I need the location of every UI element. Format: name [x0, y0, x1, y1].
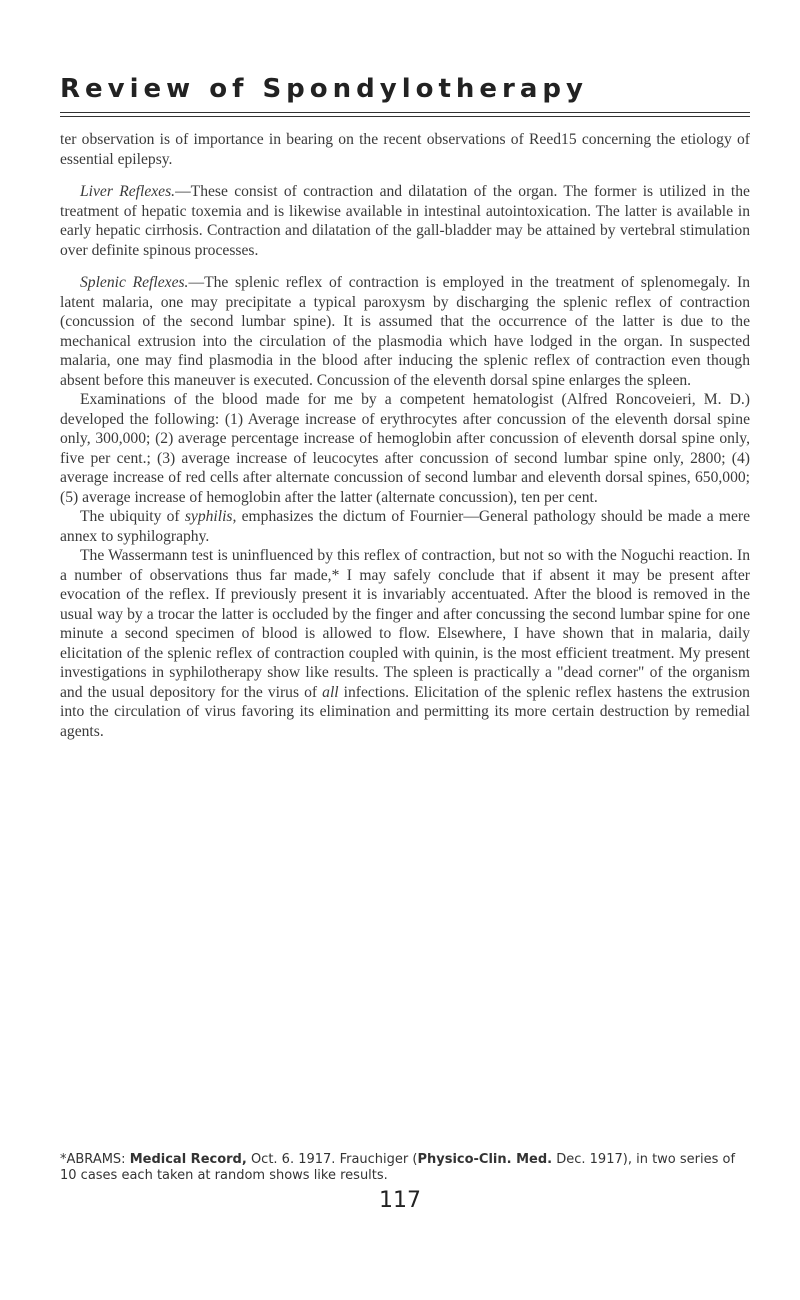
- body-text: [60, 130, 750, 741]
- paragraph-splenic-reflexes: Splenic Reflexes.—The splenic reflex of contraction is employed in the treatment of splenomegaly. In latent malaria, one may precipitate a typical paroxysm by discharging the splenic reflex of contraction (concussion of the second lumbar spine). It is assumed that the occurrence of the latter is due to the mechanical extrusion into the circulation of the plasmodia which have lodged in the organ. In suspected malaria, one may find plasmodia in the blood after inducing the splenic reflex of contraction even though absent before this maneuver is executed. Concussion of the eleventh dorsal spine enlarges the spleen.: [60, 274, 750, 389]
- running-title: Review of Spondylotherapy: [60, 74, 588, 104]
- header-rule-top: [60, 112, 750, 113]
- page-header: [60, 72, 750, 122]
- section-heading-liver: Liver Reflexes.: [80, 183, 176, 200]
- page-number: 117: [379, 1188, 421, 1213]
- paragraph-blood-examinations: Examinations of the blood made for me by a competent hematologist (Alfred Roncoveieri, M. D.) developed the following: (1) Average increase of erythrocytes after concussion of the eleventh dorsal spine only, 300,000; (2) average percentage increase of hemoglobin after concussion of eleventh dorsal spine only, five per cent.; (3) average increase of leucocytes after concussion of second lumbar spine only, 2800; (4) average increase of red cells after alternate concussion of second lumbar and eleventh dorsal spines, 650,000; (5) average increase of hemoglobin after the latter (alternate concussion), ten per cent.: [60, 391, 750, 506]
- header-rule-bottom: [60, 116, 750, 117]
- paragraph-wassermann: The Wassermann test is uninfluenced by this reflex of contraction, but not so with the Noguchi reaction. In a number of observations thus far made,* I may safely conclude that if absent it may be present after evocation of the reflex. If previously present it is invariably accentuated. After the blood is removed in the usual way by a trocar the latter is occluded by the finger and after concussing the second lumbar spine for one minute a second specimen of blood is allowed to flow. Elsewhere, I have shown that in malaria, daily elicitation of the splenic reflex of contraction coupled with quinin, is the most efficient treatment. My present investigations in syphilotherapy show like results. The spleen is practically a "dead corner" of the organism and the usual depository for the virus of all infections. Elicitation of the splenic reflex hastens the extrusion into the circulation of virus favoring its elimination and permitting its more certain destruction by remedial agents.: [60, 547, 750, 740]
- footnote: *ABRAMS: Medical Record, Oct. 6. 1917. Frauchiger (Physico-Clin. Med. Dec. 1917), in two series of 10 cases each taken at random shows like results.: [60, 1152, 736, 1183]
- paragraph-continuation: ter observation is of importance in bearing on the recent observations of Reed15 concerning the etiology of essential epilepsy.: [60, 131, 750, 168]
- section-heading-splenic: Splenic Reflexes.: [80, 274, 189, 291]
- paragraph-syphilis: The ubiquity of syphilis, emphasizes the dictum of Fournier—General pathology should be made a mere annex to syphilography.: [60, 508, 750, 545]
- paragraph-liver-reflexes: Liver Reflexes.—These consist of contraction and dilatation of the organ. The former is utilized in the treatment of hepatic toxemia and is likewise available in intestinal autointoxication. The latter is available in early hepatic cirrhosis. Contraction and dilatation of the gall-bladder may be attained by vertebral stimulation over definite spinous processes.: [60, 183, 750, 259]
